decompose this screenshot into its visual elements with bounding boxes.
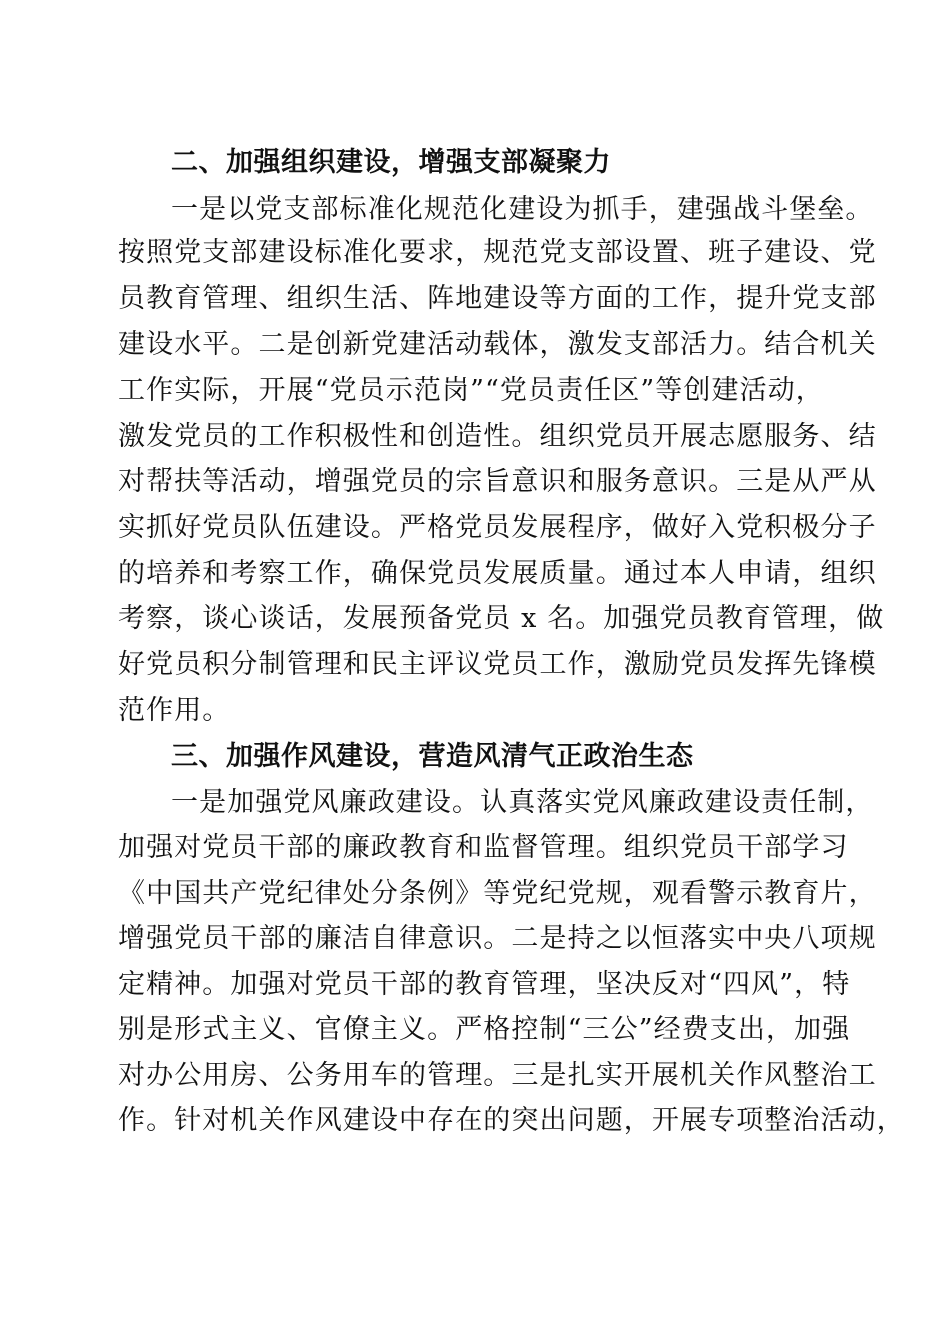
paragraph-line: 对办公用房、公务用车的管理。三是扎实开展机关作风整治工 — [118, 1060, 877, 1091]
section-heading-organization: 二、加强组织建设，增强支部凝聚力 — [171, 147, 611, 178]
paragraph-line: 增强党员干部的廉洁自律意识。二是持之以恒落实中央八项规 — [118, 923, 877, 954]
paragraph-line: 对帮扶等活动，增强党员的宗旨意识和服务意识。三是从严从 — [118, 466, 877, 497]
paragraph-line: 一是以党支部标准化规范化建设为抓手，建强战斗堡垒。 — [171, 194, 874, 225]
paragraph-line: 考察，谈心谈话，发展预备党员 x 名。加强党员教育管理，做 — [118, 603, 885, 634]
section-heading-conduct: 三、加强作风建设，营造风清气正政治生态 — [171, 741, 694, 772]
paragraph-line: 的培养和考察工作，确保党员发展质量。通过本人申请，组织 — [118, 558, 877, 589]
paragraph-line: 加强对党员干部的廉政教育和监督管理。组织党员干部学习 — [118, 832, 849, 863]
paragraph-line: 工作实际，开展“党员示范岗”“党员责任区”等创建活动， — [118, 375, 824, 406]
paragraph-line: 员教育管理、组织生活、阵地建设等方面的工作，提升党支部 — [118, 283, 877, 314]
paragraph-line: 作。针对机关作风建设中存在的突出问题，开展专项整治活动， — [118, 1105, 905, 1136]
paragraph-line: 好党员积分制管理和民主评议党员工作，激励党员发挥先锋模 — [118, 649, 877, 680]
paragraph-line: 范作用。 — [118, 695, 231, 726]
paragraph-line: 别是形式主义、官僚主义。严格控制“三公”经费支出，加强 — [118, 1014, 851, 1045]
paragraph-line: 定精神。加强对党员干部的教育管理，坚决反对“四风”，特 — [118, 969, 851, 1000]
paragraph-line: 《中国共产党纪律处分条例》等党纪党规，观看警示教育片， — [118, 878, 877, 909]
paragraph-line: 一是加强党风廉政建设。认真落实党风廉政建设责任制， — [171, 787, 874, 818]
paragraph-line: 实抓好党员队伍建设。严格党员发展程序，做好入党积极分子 — [118, 512, 877, 543]
paragraph-line: 按照党支部建设标准化要求，规范党支部设置、班子建设、党 — [118, 237, 877, 268]
paragraph-line: 激发党员的工作积极性和创造性。组织党员开展志愿服务、结 — [118, 421, 877, 452]
paragraph-line: 建设水平。二是创新党建活动载体，激发支部活力。结合机关 — [118, 329, 877, 360]
